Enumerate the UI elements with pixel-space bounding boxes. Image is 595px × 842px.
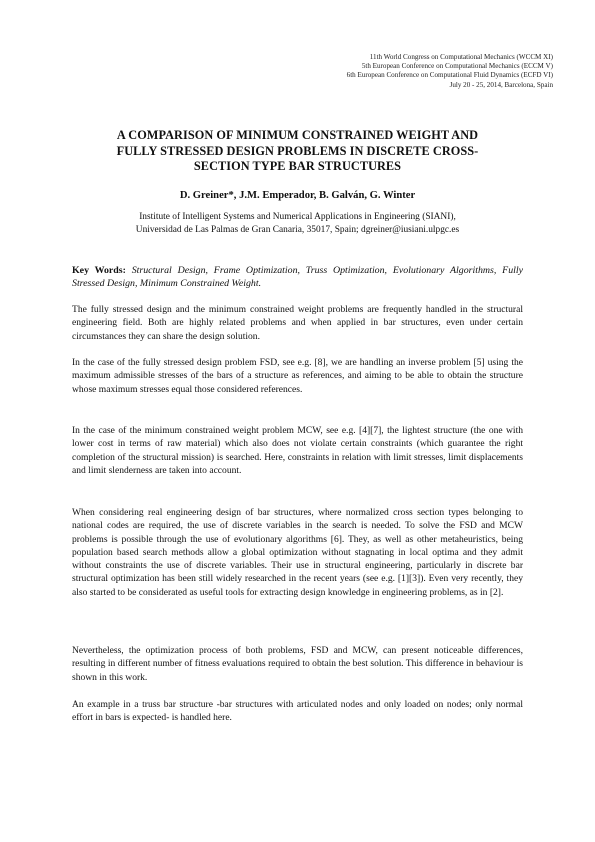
title-line: FULLY STRESSED DESIGN PROBLEMS IN DISCRETE CROSS-: [116, 143, 479, 158]
body-paragraph: In the case of the fully stressed design problem FSD, see e.g. [8], we are handling an inverse problem [5] using the maximum admissible stresses of the bars of a structure as references, and aiming to be able to obtain the structure whose maximum stresses equal those considered references.: [72, 357, 523, 395]
conference-header: [193, 53, 553, 90]
conference-line-eccm: 5th European Conference on Computational Mechanics (ECCM V): [361, 62, 553, 71]
body-paragraph: When considering real engineering design of bar structures, where normalized cross section types belonging to national codes are required, the use of discrete variables in the search is needed. To solve the FSD and MCW problems is possible through the use of evolutionary algorithms [6]. They, as well as other metaheuristics, being population based search methods allow a global optimization without stagnating in local optima and they admit without constraints the use of discrete variables. Their use in structural engineering, particularly in discrete bar structural optimization has been still widely researched in the recent years (see e.g. [1][3]). Even very recently, they also started to be considerated as useful tools for extracting design knowledge in engineering problems, as in [2].: [72, 507, 523, 598]
affiliation: [72, 211, 523, 236]
affiliation-line: Universidad de Las Palmas de Gran Canaria, 35017, Spain; dgreiner@iusiani.ulpgc.es: [135, 224, 460, 235]
title-line: A COMPARISON OF MINIMUM CONSTRAINED WEIGHT AND: [116, 128, 479, 142]
title-line: SECTION TYPE BAR STRUCTURES: [193, 159, 402, 174]
body-paragraph: The fully stressed design and the minimum constrained weight problems are frequently handled in the structural engineering field. Both are highly related problems and when applied in bar structures, even under certain circumstances they can share the design solution.: [72, 304, 523, 342]
conference-line-ecfd: 6th European Conference on Computational Fluid Dynamics (ECFD VI): [346, 71, 553, 80]
author-list: D. Greiner*, J.M. Emperador, B. Galván, G. Winter: [179, 190, 416, 201]
keywords-label: Key Words:: [72, 265, 126, 276]
body-paragraph: Nevertheless, the optimization process of both problems, FSD and MCW, can present noticeable differences, resulting in different number of fitness evaluations required to obtain the best solution. This difference in behaviour is shown in this work.: [72, 645, 523, 683]
keywords: [72, 264, 523, 291]
conference-line-wccm: 11th World Congress on Computational Mechanics (WCCM XI): [369, 53, 553, 61]
paper-title: [72, 128, 523, 175]
body-paragraph: In the case of the minimum constrained weight problem MCW, see e.g. [4][7], the lightest structure (the one with lower cost in terms of raw material) which also does not violate certain constraints (which guarantee the right completion of the structural mission) is searched. Here, constraints in relation with limit stresses, limit displacements and limit slenderness are taken into account.: [72, 425, 523, 476]
conference-dates: July 20 - 25, 2014, Barcelona, Spain: [449, 80, 553, 89]
body-paragraph: An example in a truss bar structure -bar structures with articulated nodes and only loaded on nodes; only normal effort in bars is expected- is handled here.: [72, 699, 523, 724]
keywords-text: Structural Design, Frame Optimization, Truss Optimization, Evolutionary Algorithms, Fully Stressed Design, Minimum Constrained Weight.: [72, 265, 524, 290]
affiliation-line: Institute of Intelligent Systems and Numerical Applications in Engineering (SIANI),: [139, 212, 456, 222]
